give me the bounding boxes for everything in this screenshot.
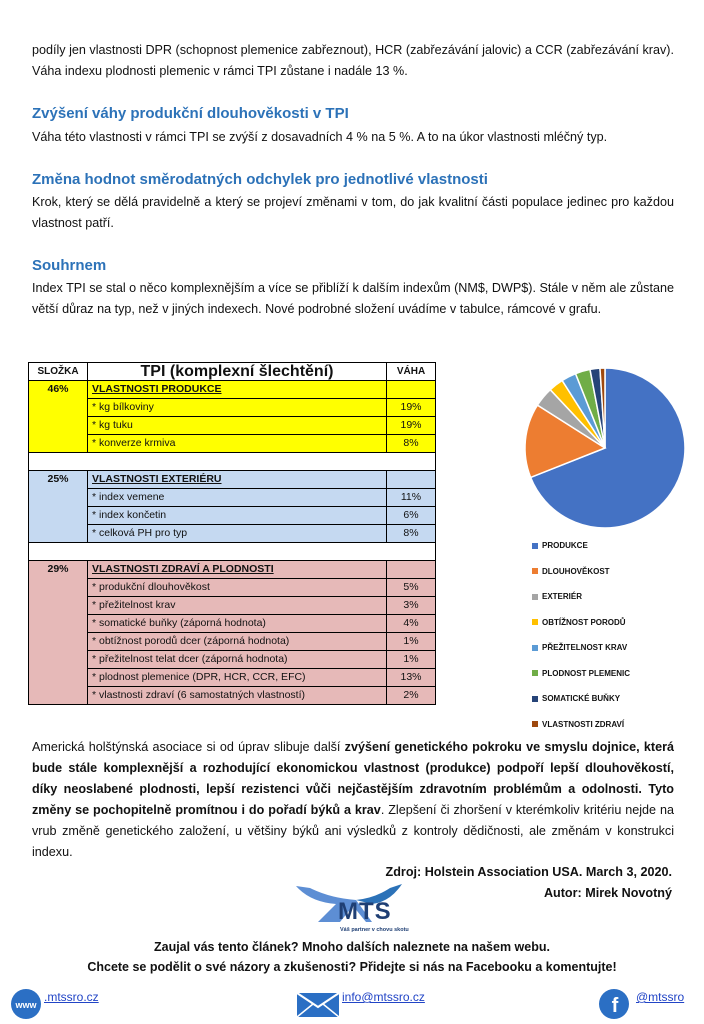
table-row-label: * vlastnosti zdraví (6 samostatných vlastností) [88, 687, 387, 705]
legend-item [532, 668, 630, 694]
cta-line-1: Zaujal vás tento článek? Mnoho dalších naleznete na našem webu. [154, 940, 550, 954]
section-heading-summary: Souhrnem [32, 257, 107, 274]
source-citation: Zdroj: Holstein Association USA. March 3, 2020. [385, 865, 672, 879]
group-name: VLASTNOSTI EXTERIÉRU [88, 471, 387, 489]
legend-swatch [532, 670, 538, 676]
table-row-weight: 6% [387, 507, 436, 525]
table-row-label: * celková PH pro typ [88, 525, 387, 543]
table-row-weight: 19% [387, 417, 436, 435]
legend-item [532, 540, 630, 566]
group-pct: 29% [29, 561, 88, 705]
table-row-weight: 13% [387, 669, 436, 687]
table-row-weight: 2% [387, 687, 436, 705]
section-text-deviation: Krok, který se dělá pravidelně a který se projeví změnami v tom, do jak kvalitní části populace jedinec pro každou vlastnost patří. [32, 195, 674, 230]
table-row-label: * konverze krmiva [88, 435, 387, 453]
legend-swatch [532, 645, 538, 651]
table-row-weight: 8% [387, 435, 436, 453]
table-row-weight: 4% [387, 615, 436, 633]
legend-swatch [532, 543, 538, 549]
legend-item [532, 617, 630, 643]
table-row-label: * obtížnost porodů dcer (záporná hodnota) [88, 633, 387, 651]
section-text-summary: Index TPI se stal o něco komplexnějším a více se přiblíží k dalším indexům (NM$, DWP$). Stále v něm ale zůstane větší důraz na typ, než v jiných indexech. Nové podrobné složení uvádíme v tabulce, rámcové v grafu. [32, 281, 674, 316]
legend-label: VLASTNOSTI ZDRAVÍ [542, 719, 625, 729]
group-pct: 46% [29, 381, 88, 453]
legend-swatch [532, 568, 538, 574]
legend-item [532, 566, 630, 592]
email-link[interactable]: info@mtssro.cz [342, 990, 425, 1004]
col-weight-header: VÁHA [387, 363, 436, 381]
legend-label: DLOUHOVĚKOST [542, 566, 610, 576]
legend-label: PLODNOST PLEMENIC [542, 668, 631, 678]
legend-swatch [532, 619, 538, 625]
table-row-label: * index vemene [88, 489, 387, 507]
table-row-weight: 1% [387, 633, 436, 651]
table-row-weight: 11% [387, 489, 436, 507]
facebook-icon [598, 988, 630, 1020]
legend-swatch [532, 594, 538, 600]
table-row-label: * somatické buňky (záporná hodnota) [88, 615, 387, 633]
table-row-weight: 1% [387, 651, 436, 669]
table-row-label: * přežitelnost telat dcer (záporná hodnota) [88, 651, 387, 669]
table-row-weight: 3% [387, 597, 436, 615]
legend-swatch [532, 696, 538, 702]
legend-label: PRODUKCE [542, 541, 588, 550]
svg-text:www: www [15, 1000, 37, 1010]
col-component-header: SLOŽKA [29, 363, 88, 381]
group-name: VLASTNOSTI PRODUKCE [88, 381, 387, 399]
legend-label: SOMATICKÉ BUŇKY [542, 694, 621, 703]
table-row-weight: 19% [387, 399, 436, 417]
pie-chart [515, 358, 695, 538]
mts-logo [290, 880, 425, 940]
section-heading-longevity: Zvýšení váhy produkční dlouhověkosti v TPI [32, 105, 349, 122]
table-row-label: * produkční dlouhověkost [88, 579, 387, 597]
intro-paragraph: podíly jen vlastnosti DPR (schopnost plemenice zabřeznout), HCR (zabřezávání jalovic) a CCR (zabřezávání krav). Váha indexu plodnosti plemenic v rámci TPI zůstane i nadále 13 %. [32, 43, 674, 78]
legend-label: EXTERIÉR [542, 592, 583, 601]
svg-text:f: f [611, 995, 619, 1017]
table-row-label: * plodnost plemenice (DPR, HCR, CCR, EFC) [88, 669, 387, 687]
chart-legend [532, 540, 630, 744]
table-row-label: * přežitelnost krav [88, 597, 387, 615]
logo-name: MTS [338, 898, 392, 925]
table-row-label: * kg bílkoviny [88, 399, 387, 417]
legend-item [532, 642, 630, 668]
legend-label: OBTÍŽNOST PORODŮ [542, 617, 626, 627]
section-heading-deviation: Změna hodnot směrodatných odchylek pro jednotlivé vlastnosti [32, 171, 488, 188]
legend-item [532, 591, 630, 617]
envelope-icon [296, 992, 340, 1018]
group-pct: 25% [29, 471, 88, 543]
tpi-table [28, 362, 436, 705]
closing-paragraph: Americká holštýnská asociace si od úprav slibuje další zvýšení genetického pokroku ve smyslu dojnice, která bude stále komplexnější a rozhodující ekonomickou vlastnost (produkce) podpoří lepší dlouhověkostí, díky neoslabené plodnosti, lepší rezistenci vůči nejčastějším zdravotním problémům a odolnosti. Tyto změny se pochopitelně promítnou i do pořadí býků a krav. Zlepšení či zhoršení v kterémkoliv kritériu nejde na vrub změně genetického založení, u většiny býků ani výsledků z kontroly dědičnosti, ale změnám v konstrukci indexu. [32, 740, 674, 859]
legend-label: PŘEŽITELNOST KRAV [542, 643, 628, 652]
globe-icon [10, 988, 42, 1020]
logo-tagline: Váš partner v chovu skotu [340, 927, 409, 933]
legend-swatch [532, 721, 538, 727]
cta-line-2: Chcete se podělit o své názory a zkušenosti? Přidejte si nás na Facebooku a komentujte! [87, 960, 617, 974]
web-link[interactable]: .mtssro.cz [44, 990, 99, 1004]
legend-item [532, 693, 630, 719]
table-title: TPI (komplexní šlechtění) [88, 363, 387, 381]
section-text-longevity: Váha této vlastnosti v rámci TPI se zvýší z dosavadních 4 % na 5 %. A to na úkor vlastnosti mléčný typ. [32, 130, 608, 144]
group-name: VLASTNOSTI ZDRAVÍ A PLODNOSTI [88, 561, 387, 579]
table-row-label: * kg tuku [88, 417, 387, 435]
table-row-weight: 8% [387, 525, 436, 543]
facebook-link[interactable]: @mtssro [636, 990, 685, 1004]
table-row-label: * index končetin [88, 507, 387, 525]
table-row-weight: 5% [387, 579, 436, 597]
author-credit: Autor: Mirek Novotný [543, 886, 672, 900]
